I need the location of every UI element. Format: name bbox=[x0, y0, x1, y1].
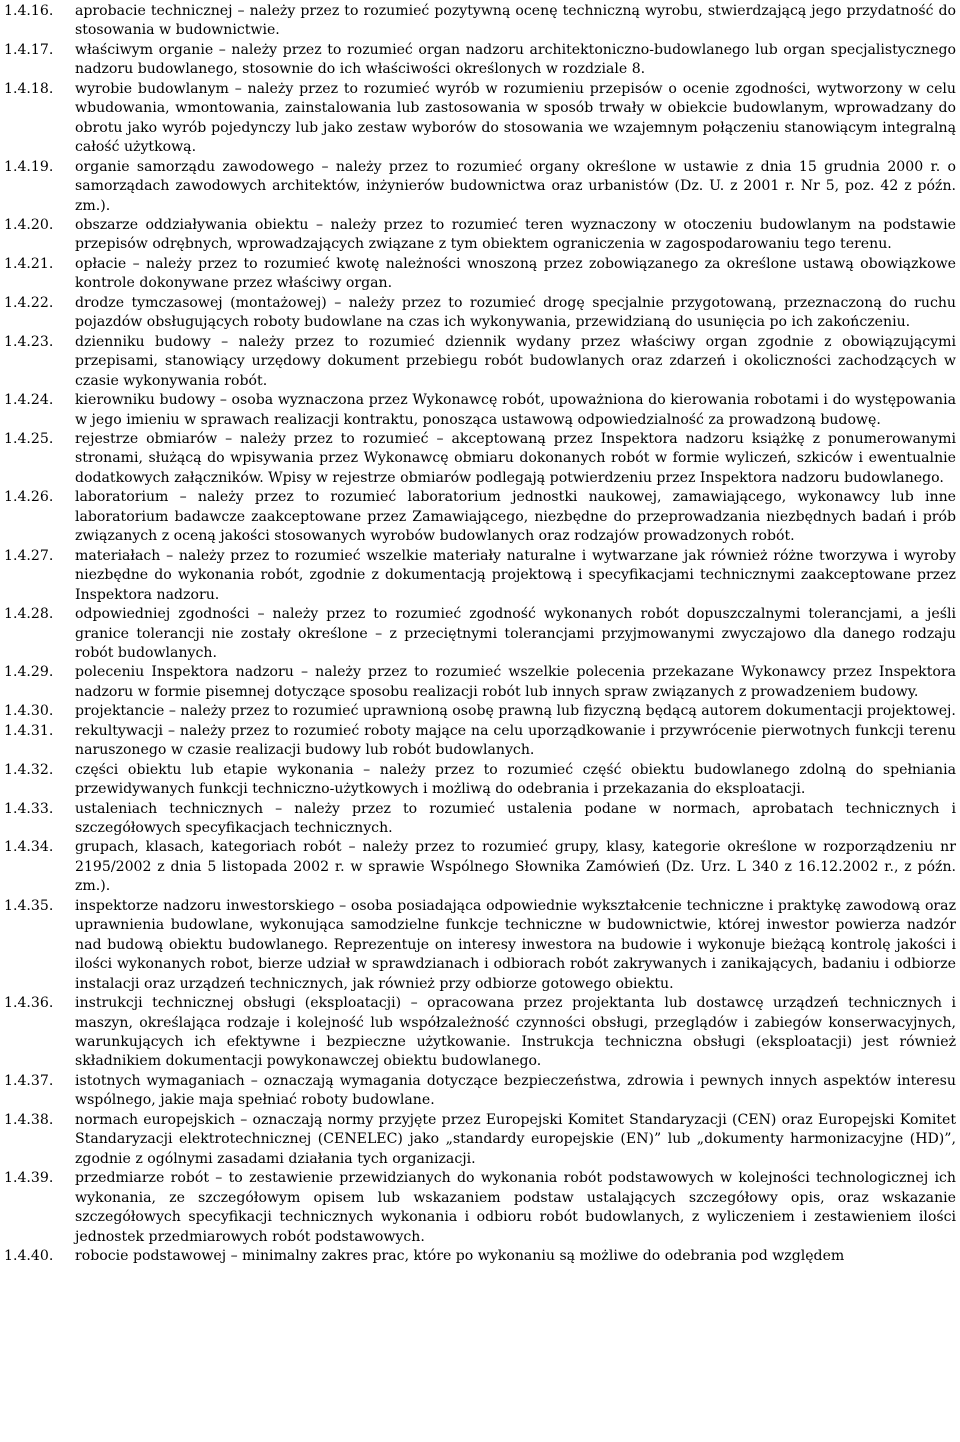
definition-number: 1.4.25. bbox=[4, 430, 54, 447]
definition-item bbox=[4, 255, 956, 294]
definition-item bbox=[4, 1169, 956, 1247]
definition-number: 1.4.28. bbox=[4, 606, 54, 623]
definition-text: grupach, klasach, kategoriach robót – należy przez to rozumieć grupy, klasy, kategorie określone w rozporządzeniu nr 2195/2002 z dnia 5 listopada 2002 r. w sprawie Wspólnego Słownika Zamówień (Dz. Urz. L 340 z 16.12.2002 r., z późn. zm.). bbox=[75, 839, 956, 895]
definition-item bbox=[4, 41, 956, 80]
definition-text: inspektorze nadzoru inwestorskiego – osoba posiadająca odpowiednie wykształcenie techniczne i praktykę zawodową oraz uprawnienia budowlane, wykonująca samodzielne funkcje techniczne w budownictwie, której inwestor powierza nadzór nad budową obiektu budowlanego. Reprezentuje on interesy inwestora na budowie i wykonuje bieżącą kontrolę jakości i ilości wykonanych robot, bierze udział w sprawdzianach i odbiorach robót zakrywanych i zanikających, badaniu i odbiorze instalacji oraz urządzeń technicznych, jak również przy odbiorze gotowego obiektu. bbox=[75, 897, 956, 992]
definition-item bbox=[4, 897, 956, 994]
definition-text: instrukcji technicznej obsługi (eksploatacji) – opracowana przez projektanta lub dostawcę urządzeń technicznych i maszyn, określająca rodzaje i kolejność lub współzależność czynności obsługi, przeglądów i zabiegów konserwacyjnych, warunkujących ich efektywne i bezpieczne użytkowanie. Instrukcja techniczna obsługi (eksploatacji) jest również składnikiem dokumentacji powykonawczej obiektu budowlanego. bbox=[75, 995, 956, 1070]
definition-number: 1.4.24. bbox=[4, 392, 54, 409]
definition-number: 1.4.29. bbox=[4, 664, 54, 681]
definitions-list bbox=[4, 2, 956, 1266]
definition-number: 1.4.33. bbox=[4, 800, 54, 817]
definition-item bbox=[4, 722, 956, 761]
definition-text: projektancie – należy przez to rozumieć uprawnioną osobę prawną lub fizyczną będącą autorem dokumentacji projektowej. bbox=[75, 703, 956, 720]
definition-item bbox=[4, 333, 956, 391]
definition-item bbox=[4, 605, 956, 663]
definition-item bbox=[4, 391, 956, 430]
definition-number: 1.4.26. bbox=[4, 489, 54, 506]
definition-item bbox=[4, 430, 956, 488]
definition-item bbox=[4, 547, 956, 605]
definition-text: opłacie – należy przez to rozumieć kwotę należności wnoszoną przez zobowiązanego za określone ustawą obowiązkowe kontrole dokonywane przez właściwy organ. bbox=[75, 255, 956, 292]
definition-text: ustaleniach technicznych – należy przez to rozumieć ustalenia podane w normach, aprobatach technicznych i szczegółowych specyfikacjach technicznych. bbox=[75, 800, 956, 837]
definition-number: 1.4.18. bbox=[4, 80, 54, 97]
definition-number: 1.4.23. bbox=[4, 333, 54, 350]
definition-item bbox=[4, 294, 956, 333]
definition-text: normach europejskich – oznaczają normy przyjęte przez Europejski Komitet Standaryzacji (CEN) oraz Europejski Komitet Standaryzacji elektrotechnicznej (CENELEC) jako „standardy europejskie (EN)” lub „dokumenty harmonizacyjne (HD)”, zgodnie z ogólnymi zasadami działania tych organizacji. bbox=[75, 1111, 956, 1167]
definition-item bbox=[4, 800, 956, 839]
definition-number: 1.4.36. bbox=[4, 995, 54, 1012]
definition-text: poleceniu Inspektora nadzoru – należy przez to rozumieć wszelkie polecenia przekazane Wykonawcy przez Inspektora nadzoru w formie pisemnej dotyczące sposobu realizacji robót lub innych spraw związanych z prowadzeniem budowy. bbox=[75, 664, 956, 700]
definition-text: laboratorium – należy przez to rozumieć laboratorium jednostki naukowej, zamawiającego, wykonawcy lub inne laboratorium badawcze zaakceptowane przez Zamawiającego, niezbędne do przeprowadzania niezbędnych badań i prób związanych z oceną jakości stosowanych wyrobów budowlanych oraz rodzajów prowadzonych robót. bbox=[75, 489, 956, 545]
definition-item bbox=[4, 2, 956, 41]
definition-number: 1.4.22. bbox=[4, 294, 54, 311]
definition-item bbox=[4, 838, 956, 896]
definition-number: 1.4.16. bbox=[4, 3, 54, 19]
definition-text: dzienniku budowy – należy przez to rozumieć dziennik wydany przez właściwy organ zgodnie z obowiązującymi przepisami, stanowiący urzędowy dokument przebiegu robót budowlanych oraz zdarzeń i okoliczności zachodzących w czasie wykonywania robót. bbox=[75, 333, 956, 389]
definition-item bbox=[4, 663, 956, 702]
definition-item bbox=[4, 158, 956, 216]
definition-number: 1.4.19. bbox=[4, 158, 54, 175]
definition-number: 1.4.34. bbox=[4, 839, 54, 856]
definition-number: 1.4.40. bbox=[4, 1248, 54, 1264]
definition-text: przedmiarze robót – to zestawienie przewidzianych do wykonania robót podstawowych w kolejności technologicznej ich wykonania, ze szczegółowym opisem lub wskazaniem podstaw ustalających szczegółowy opis, oraz wskazanie szczegółowych specyfikacji technicznych wykonania i odbioru robót budowlanych, z wyliczeniem i zestawieniem ilości jednostek przedmiarowych robót podstawowych. bbox=[75, 1170, 956, 1245]
definition-text: rejestrze obmiarów – należy przez to rozumieć – akceptowaną przez Inspektora nadzoru książkę z ponumerowanymi stronami, służącą do wpisywania przez Wykonawcę obmiaru dokonanych robót w formie wyliczeń, szkiców i ewentualnie dodatkowych załączników. Wpisy w rejestrze obmiarów podlegają potwierdzeniu przez Inspektora nadzoru budowlanego. bbox=[75, 430, 956, 486]
definition-number: 1.4.27. bbox=[4, 547, 54, 564]
definition-item bbox=[4, 1072, 956, 1111]
definition-number: 1.4.20. bbox=[4, 216, 54, 233]
definition-number: 1.4.21. bbox=[4, 255, 54, 272]
definition-text: materiałach – należy przez to rozumieć wszelkie materiały naturalne i wytwarzane jak również różne tworzywa i wyroby niezbędne do wykonania robót, zgodnie z dokumentacją projektową i specyfikacjami technicznymi zaakceptowane przez Inspektora nadzoru. bbox=[75, 547, 956, 603]
definition-text: istotnych wymaganiach – oznaczają wymagania dotyczące bezpieczeństwa, zdrowia i pewnych innych aspektów interesu wspólnego, jakie maja spełniać roboty budowlane. bbox=[75, 1072, 956, 1109]
definition-item bbox=[4, 994, 956, 1072]
definition-text: właściwym organie – należy przez to rozumieć organ nadzoru architektoniczno-budowlanego lub organ specjalistycznego nadzoru budowlanego, stosownie do ich właściwości określonych w rozdziale 8. bbox=[75, 41, 956, 78]
definition-text: kierowniku budowy – osoba wyznaczona przez Wykonawcę robót, upoważniona do kierowania robotami i do występowania w jego imieniu w sprawach realizacji kontraktu, ponosząca ustawową odpowiedzialność za prowadzoną budowę. bbox=[75, 392, 956, 428]
definition-item bbox=[4, 1111, 956, 1169]
definition-item bbox=[4, 761, 956, 800]
definition-number: 1.4.35. bbox=[4, 897, 54, 914]
definition-number: 1.4.31. bbox=[4, 722, 54, 739]
definition-text: rekultywacji – należy przez to rozumieć roboty mające na celu uporządkowanie i przywrócenie pierwotnych funkcji terenu naruszonego w czasie realizacji budowy lub robót budowlanych. bbox=[75, 722, 956, 759]
definition-number: 1.4.32. bbox=[4, 761, 54, 778]
definition-number: 1.4.39. bbox=[4, 1170, 54, 1187]
definition-text: wyrobie budowlanym – należy przez to rozumieć wyrób w rozumieniu przepisów o ocenie zgodności, wytworzony w celu wbudowania, wmontowania, zainstalowania lub zastosowania w sposób trwały w obiekcie budowlanym, wprowadzany do obrotu jako wyrób pojedynczy lub jako zestaw wyborów do stosowania we wzajemnym połączeniu stanowiącym integralną całość użytkową. bbox=[75, 80, 956, 156]
definition-number: 1.4.38. bbox=[4, 1111, 54, 1128]
definition-text: organie samorządu zawodowego – należy przez to rozumieć organy określone w ustawie z dnia 15 grudnia 2000 r. o samorządach zawodowych architektów, inżynierów budownictwa oraz urbanistów (Dz. U. z 2001 r. Nr 5, poz. 42 z późn. zm.). bbox=[75, 158, 956, 214]
definition-item bbox=[4, 702, 956, 721]
definition-number: 1.4.30. bbox=[4, 703, 54, 720]
definition-text: robocie podstawowej – minimalny zakres prac, które po wykonaniu są możliwe do odebrania pod względem bbox=[75, 1248, 845, 1264]
definition-text: obszarze oddziaływania obiektu – należy przez to rozumieć teren wyznaczony w otoczeniu budowlanym na podstawie przepisów odrębnych, wprowadzających związane z tym obiektem ograniczenia w zagospodarowaniu tego terenu. bbox=[75, 216, 956, 253]
definition-item bbox=[4, 80, 956, 158]
definition-number: 1.4.37. bbox=[4, 1072, 54, 1089]
definition-text: drodze tymczasowej (montażowej) – należy przez to rozumieć drogę specjalnie przygotowaną, przeznaczoną do ruchu pojazdów obsługujących roboty budowlane na czas ich wykonywania, przewidzianą do usunięcia po ich zakończeniu. bbox=[75, 294, 956, 331]
definition-number: 1.4.17. bbox=[4, 41, 54, 58]
definition-text: aprobacie technicznej – należy przez to rozumieć pozytywną ocenę techniczną wyrobu, stwierdzającą jego przydatność do stosowania w budownictwie. bbox=[75, 3, 956, 39]
definition-text: odpowiedniej zgodności – należy przez to rozumieć zgodność wykonanych robót dopuszczalnymi tolerancjami, a jeśli granice tolerancji nie zostały określone – z przeciętnymi tolerancjami przyjmowanymi zwyczajowo dla danego rodzaju robót budowlanych. bbox=[75, 606, 956, 661]
definition-text: części obiektu lub etapie wykonania – należy przez to rozumieć część obiektu budowlanego zdolną do spełniania przewidywanych funkcji techniczno-użytkowych i możliwą do odebrania i przekazania do eksploatacji. bbox=[75, 761, 956, 798]
definition-item bbox=[4, 1247, 956, 1266]
definition-item bbox=[4, 216, 956, 255]
definition-item bbox=[4, 488, 956, 546]
